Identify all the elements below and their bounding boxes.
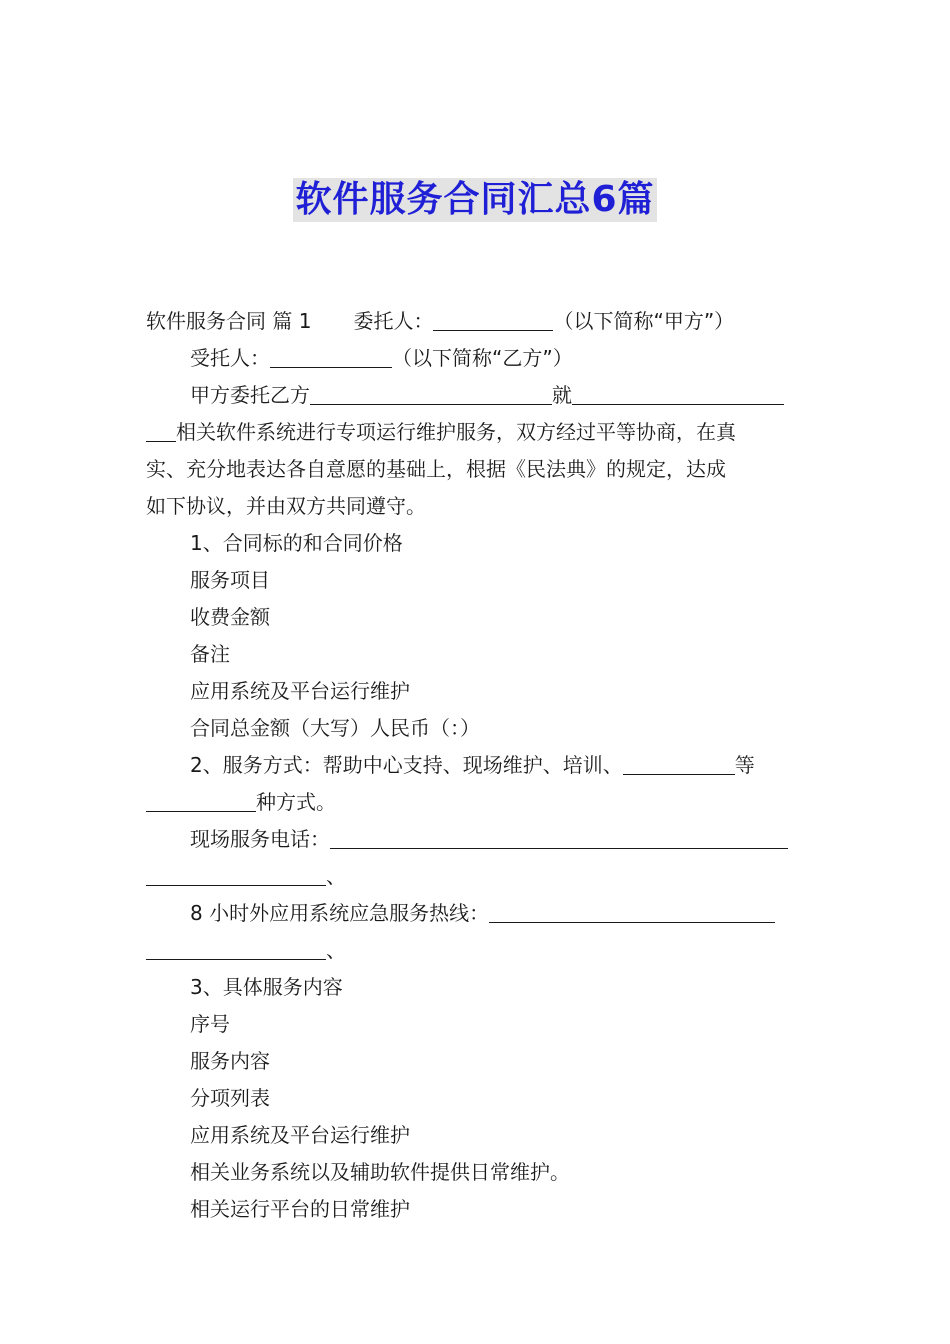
section-heading [146, 747, 808, 784]
list-item [146, 1006, 808, 1043]
text-segment: 相关软件系统进行专项运行维护服务，双方经过平等协商，在真 [176, 420, 736, 444]
text-segment: 1、合同标的和合同价格 [190, 531, 403, 555]
text-segment: 收费金额 [190, 605, 270, 629]
list-item [146, 562, 808, 599]
text-segment: 现场服务电话： [190, 827, 330, 851]
text-segment: 3、具体服务内容 [190, 975, 343, 999]
text-segment: 实、充分地表达各自意愿的基础上，根据《民法典》的规定，达成 [146, 457, 726, 481]
list-item [146, 673, 808, 710]
text-segment: 如下协议，并由双方共同遵守。 [146, 494, 426, 518]
fill-blank [489, 900, 775, 923]
fill-blank [146, 789, 256, 812]
fill-blank [146, 937, 326, 960]
text-segment: 种方式。 [256, 790, 336, 814]
paragraph-line [146, 895, 808, 932]
principal-blank [433, 308, 553, 331]
text-segment: 服务项目 [190, 568, 270, 592]
list-item [146, 1191, 808, 1228]
list-item [146, 636, 808, 673]
text-segment: 分项列表 [190, 1086, 270, 1110]
party-b-note: （以下简称“乙方”） [392, 346, 573, 370]
fill-blank [623, 752, 735, 775]
paragraph-line [146, 303, 808, 340]
paragraph-line [146, 821, 808, 858]
paragraph-line [146, 488, 808, 525]
text-segment: 2、服务方式：帮助中心支持、现场维护、培训、 [190, 753, 623, 777]
list-item [146, 599, 808, 636]
section-heading [146, 969, 808, 1006]
fill-blank [572, 382, 784, 405]
text-segment: 相关运行平台的日常维护 [190, 1197, 410, 1221]
text-segment: 、 [326, 938, 346, 962]
text-segment: 等 [734, 753, 755, 777]
text-segment: 8 小时外应用系统应急服务热线： [190, 901, 490, 925]
text-segment: 甲方委托乙方 [190, 383, 310, 407]
list-item [146, 1154, 808, 1191]
list-item [146, 1117, 808, 1154]
document-body [146, 303, 808, 1228]
trustee-blank [270, 345, 392, 368]
fill-blank [330, 826, 788, 849]
paragraph-line [146, 784, 808, 821]
text-segment: 合同总金额（大写）人民币（：） [190, 716, 480, 740]
text-segment: 相关业务系统以及辅助软件提供日常维护。 [190, 1160, 570, 1184]
list-item [146, 710, 808, 747]
text-segment: 应用系统及平台运行维护 [190, 1123, 410, 1147]
document-title: 软件服务合同汇总6篇 [295, 179, 655, 220]
text-segment: 服务内容 [190, 1049, 270, 1073]
paragraph-line [146, 451, 808, 488]
paragraph-line [146, 340, 808, 377]
title-container [0, 178, 950, 222]
text-segment: 应用系统及平台运行维护 [190, 679, 410, 703]
list-item [146, 1043, 808, 1080]
section-heading [146, 525, 808, 562]
paragraph-line [146, 414, 808, 451]
fill-blank [146, 419, 176, 442]
fill-blank [146, 863, 326, 886]
contract-heading: 软件服务合同 篇 1 [146, 309, 312, 333]
paragraph-line [146, 858, 808, 895]
list-item [146, 1080, 808, 1117]
text-segment: 就 [552, 383, 572, 407]
text-segment: 备注 [190, 642, 230, 666]
principal-label: 委托人： [353, 309, 434, 333]
party-a-note: （以下简称“甲方”） [553, 309, 735, 333]
fill-blank [310, 382, 552, 405]
paragraph-line [146, 377, 808, 414]
text-segment: 、 [326, 864, 346, 888]
text-segment: 序号 [190, 1012, 230, 1036]
paragraph-line [146, 932, 808, 969]
trustee-label: 受托人： [190, 346, 270, 370]
